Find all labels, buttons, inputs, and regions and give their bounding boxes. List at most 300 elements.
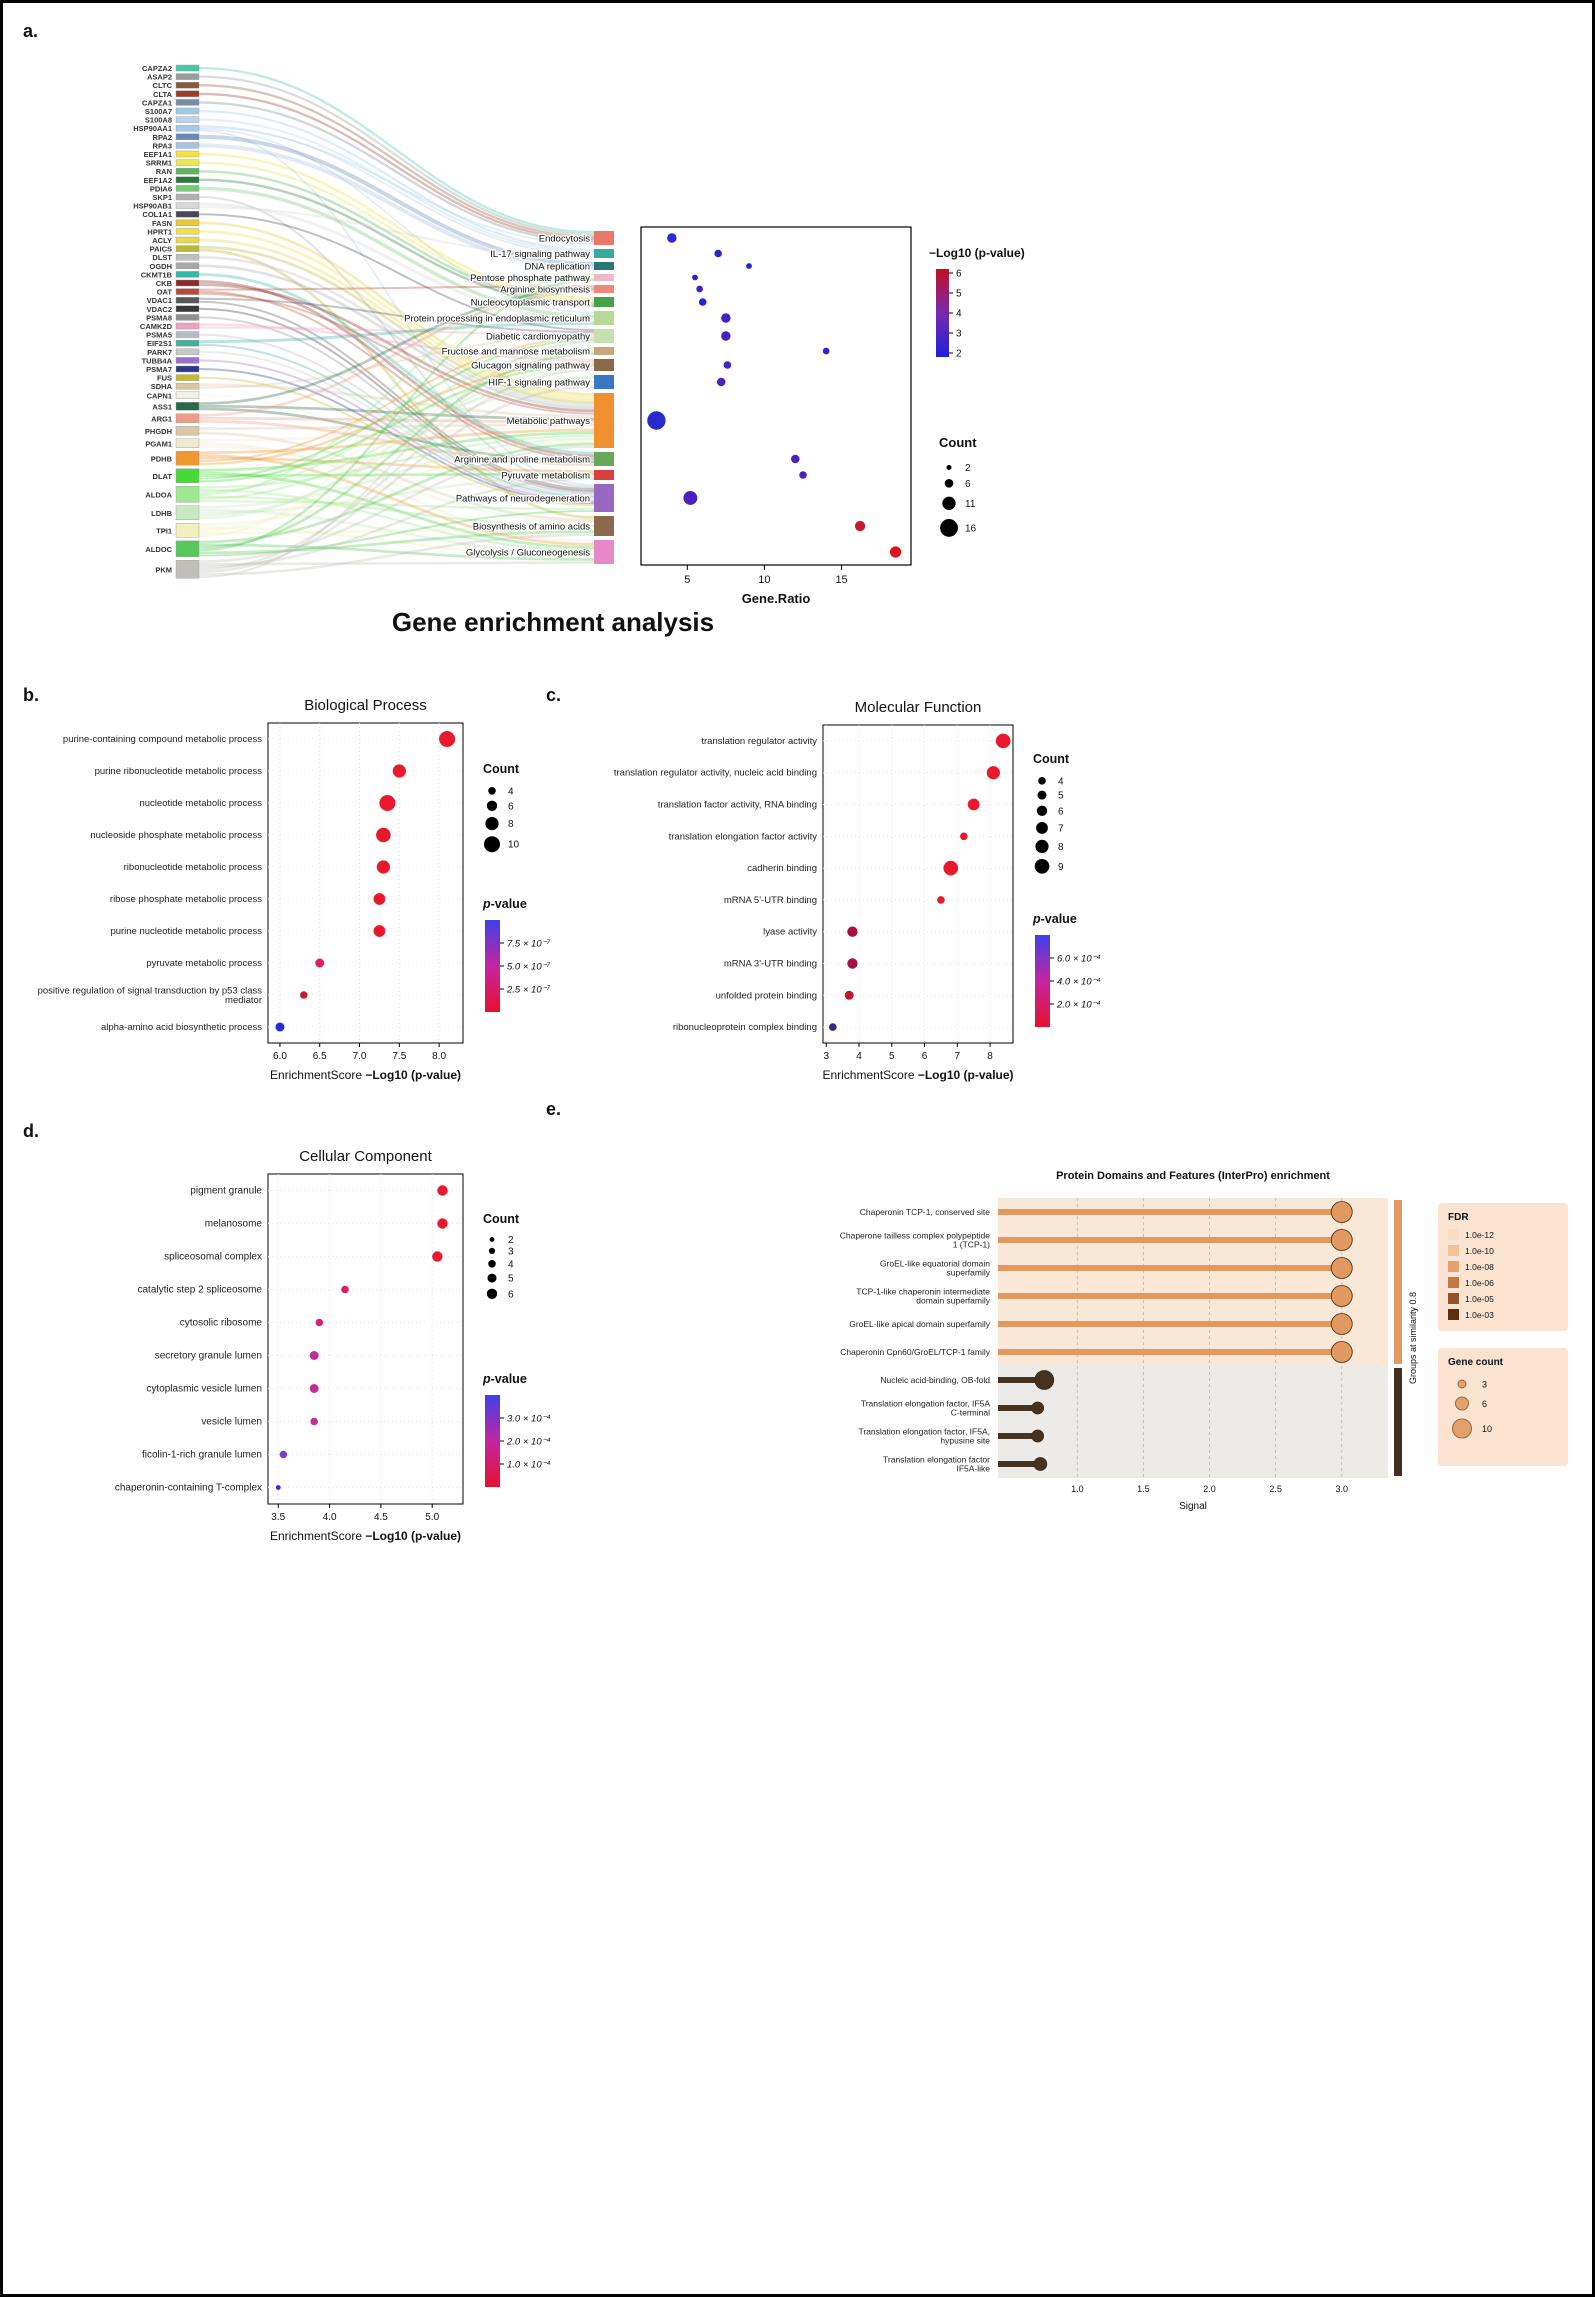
- x-tick-label: 1.0: [1071, 1484, 1084, 1494]
- x-tick-label: 3: [823, 1051, 830, 1062]
- gene-label: CAPN1: [146, 391, 172, 401]
- pvalue-tick-label: 5.0 × 10⁻⁷: [507, 961, 551, 973]
- dot: [437, 1185, 447, 1195]
- gene-node: [176, 297, 199, 303]
- x-tick-label: 6.5: [312, 1051, 327, 1062]
- genecount-label: 3: [1482, 1379, 1488, 1390]
- gene-label: SDHA: [150, 382, 172, 392]
- kegg-dotplot: [633, 225, 1063, 615]
- term-label: [840, 1231, 991, 1250]
- tspan: EnrichmentScore: [269, 1068, 366, 1082]
- tspan: p: [483, 1372, 491, 1386]
- count-legend-label: 6: [508, 801, 514, 813]
- dot: [376, 828, 391, 843]
- group-band: [998, 1198, 1388, 1366]
- count-legend-dot: [484, 836, 500, 852]
- scatter-point: [791, 455, 800, 464]
- term-label: unfolded protein binding: [715, 990, 817, 1002]
- dot: [847, 958, 857, 968]
- genecount-dot: [1453, 1419, 1472, 1438]
- count-legend-dot: [940, 519, 958, 537]
- scatter-point: [721, 331, 730, 340]
- tspan: Translation elongation factor, IF5A,: [858, 1426, 990, 1437]
- pvalue-colorbar: [1035, 935, 1050, 1027]
- genecount-dot: [1456, 1397, 1469, 1410]
- genecount-label: 6: [1482, 1399, 1488, 1409]
- fdr-swatch: [1448, 1309, 1459, 1320]
- colorbar-tick-label: 6: [956, 268, 962, 280]
- x-tick-label: 6.0: [272, 1051, 287, 1062]
- count-legend-label: 6: [965, 478, 971, 490]
- lollipop-dot: [1035, 1371, 1054, 1390]
- gene-label: PAICS: [149, 244, 172, 254]
- dot: [847, 927, 857, 937]
- gene-label: PSMA8: [146, 313, 172, 323]
- term-label: ficolin-1-rich granule lumen: [141, 1449, 262, 1461]
- gene-label: HSP90AA1: [133, 124, 172, 134]
- gene-node: [176, 439, 199, 448]
- count-legend-title: Count: [1033, 752, 1070, 766]
- dot: [316, 1319, 324, 1327]
- tspan: Translation elongation factor: [883, 1454, 990, 1465]
- panel-label-b: b.: [23, 685, 39, 705]
- pathway-label: DNA replication: [524, 261, 590, 273]
- count-legend-dot: [488, 1260, 496, 1268]
- pathway-node: [594, 452, 614, 466]
- pvalue-tick-label: 6.0 × 10⁻⁴: [1057, 953, 1101, 965]
- gene-node: [176, 168, 199, 174]
- genecount-dot: [1458, 1380, 1466, 1388]
- gene-label: CKMT1B: [140, 270, 172, 280]
- tspan: positive regulation of signal transduction by p53 class: [37, 985, 262, 997]
- x-tick-label: 2.5: [1269, 1484, 1282, 1494]
- tspan: TCP-1-like chaperonin intermediate: [856, 1286, 990, 1297]
- gene-node: [176, 469, 199, 483]
- scatter-point: [721, 313, 730, 322]
- gene-node: [176, 125, 199, 131]
- scatter-point: [714, 250, 722, 258]
- term-label: melanosome: [204, 1218, 262, 1230]
- count-legend-title: Count: [483, 1212, 520, 1226]
- gene-node: [176, 402, 199, 410]
- dot: [300, 991, 308, 999]
- term-label: cytosolic ribosome: [179, 1317, 262, 1329]
- gene-node: [176, 426, 199, 435]
- group-bar: [1394, 1200, 1402, 1364]
- pathway-label: Pentose phosphate pathway: [470, 273, 590, 284]
- dot: [432, 1251, 442, 1261]
- fdr-swatch: [1448, 1277, 1459, 1288]
- plot-frame: [268, 1174, 463, 1504]
- gene-node: [176, 340, 199, 346]
- count-legend-title: Count: [483, 762, 520, 776]
- gene-node: [176, 108, 199, 114]
- pathway-label: IL-17 signaling pathway: [490, 249, 590, 260]
- count-legend-dot: [487, 1289, 497, 1299]
- lollipop-dot: [1032, 1430, 1044, 1442]
- dot: [845, 991, 854, 1000]
- fdr-swatch: [1448, 1245, 1459, 1256]
- term-label: mRNA 5'-UTR binding: [723, 894, 817, 906]
- count-legend-dot: [945, 479, 954, 488]
- gene-label: HSP90AB1: [133, 201, 172, 211]
- tspan: GroEL-like equatorial domain: [879, 1258, 990, 1269]
- gene-node: [176, 383, 199, 389]
- term-label: Nucleic acid-binding, OB-fold: [880, 1375, 990, 1385]
- gene-node: [176, 134, 199, 140]
- dot: [960, 833, 968, 841]
- pvalue-tick-label: 2.0 × 10⁻⁴: [1057, 999, 1101, 1011]
- molecular-function-dotplot: [543, 693, 1103, 1113]
- tspan: superfamily: [946, 1267, 990, 1278]
- gene-node: [176, 375, 199, 381]
- colorbar-title: −Log10 (p-value): [929, 246, 1025, 260]
- dot: [341, 1286, 349, 1294]
- term-label: lyase activity: [763, 926, 817, 938]
- chart-title: Molecular Function: [854, 699, 982, 716]
- gene-node: [176, 280, 199, 286]
- count-legend-label: 6: [1058, 806, 1064, 818]
- gene-node: [176, 99, 199, 105]
- scatter-point: [717, 378, 726, 387]
- gene-node: [176, 237, 199, 243]
- gene-node: [176, 194, 199, 200]
- term-label: [856, 1287, 990, 1306]
- count-legend-label: 3: [508, 1246, 514, 1258]
- scatter-point: [746, 263, 752, 269]
- pvalue-colorbar: [485, 920, 500, 1012]
- pathway-node: [594, 262, 614, 270]
- dot: [310, 1384, 319, 1393]
- gene-label: EEF1A1: [143, 150, 172, 159]
- plot-frame: [641, 227, 911, 565]
- dot: [393, 764, 406, 777]
- scatter-point: [890, 546, 901, 557]
- pvalue-tick-label: 2.0 × 10⁻⁴: [507, 1436, 551, 1448]
- term-label: cytoplasmic vesicle lumen: [146, 1383, 262, 1395]
- term-label: [880, 1259, 991, 1278]
- gene-node: [176, 142, 199, 148]
- gene-label: EIF2S1: [146, 339, 172, 349]
- count-legend-label: 10: [508, 839, 520, 851]
- gene-label: DLST: [152, 253, 172, 263]
- pathway-label: Biosynthesis of amino acids: [472, 521, 590, 533]
- gene-label: TPI1: [156, 526, 172, 536]
- interpro-lollipop: [548, 1153, 1588, 1543]
- gene-label: VDAC2: [146, 304, 172, 314]
- count-legend-dot: [489, 1248, 495, 1254]
- count-legend-label: 7: [1058, 823, 1064, 835]
- lollipop-dot: [1331, 1202, 1352, 1223]
- x-tick-label: 8: [987, 1051, 993, 1062]
- count-legend-label: 5: [1058, 790, 1064, 802]
- gene-label: S100A7: [144, 107, 172, 116]
- scatter-point: [855, 521, 865, 531]
- term-label: Chaperonin Cpn60/GroEL/TCP-1 family: [840, 1347, 990, 1357]
- term-label: purine-containing compound metabolic process: [62, 734, 262, 745]
- lollipop-dot: [1032, 1402, 1044, 1414]
- pathway-label: Metabolic pathways: [506, 416, 590, 427]
- pathway-label: Fructose and mannose metabolism: [441, 346, 590, 358]
- panel-label-e: e.: [546, 1099, 562, 1119]
- count-legend-dot: [942, 497, 955, 510]
- tspan: −Log10 (p-value): [365, 1068, 462, 1082]
- gene-label: CLTA: [153, 89, 172, 99]
- gene-node: [176, 254, 199, 260]
- fdr-label: 1.0e-08: [1465, 1262, 1494, 1272]
- gene-label: PGAM1: [145, 439, 172, 449]
- pathway-node: [594, 516, 614, 536]
- panel-label-a: a.: [23, 21, 39, 41]
- gene-node: [176, 65, 199, 71]
- fdr-swatch: [1448, 1261, 1459, 1272]
- term-label: [38, 985, 263, 1006]
- lollipop-dot: [1331, 1230, 1352, 1251]
- term-label: catalytic step 2 spliceosome: [137, 1284, 262, 1296]
- pathway-label: Protein processing in endoplasmic reticulum: [404, 313, 590, 325]
- term-label: [858, 1427, 990, 1446]
- gene-label: PSMA5: [146, 330, 172, 340]
- group-axis-label: Groups at similarity 0.8: [1408, 1291, 1418, 1385]
- gene-label: RPA3: [152, 141, 172, 151]
- term-label: [883, 1455, 990, 1474]
- gene-node: [176, 203, 199, 209]
- gene-label: PSMA7: [146, 365, 172, 374]
- count-legend-label: 6: [508, 1289, 514, 1301]
- term-label: translation regulator activity, nucleic acid binding: [613, 767, 817, 779]
- gene-node: [176, 91, 199, 97]
- gene-label: HPRT1: [147, 227, 172, 237]
- dot: [315, 959, 324, 968]
- gene-node: [176, 263, 199, 269]
- pathway-node: [594, 231, 614, 245]
- gene-node: [176, 82, 199, 88]
- x-tick-label: 3.5: [271, 1512, 286, 1523]
- gene-node: [176, 289, 199, 295]
- term-label: vesicle lumen: [201, 1416, 262, 1428]
- term-label: spliceosomal complex: [164, 1251, 262, 1263]
- gene-label: RAN: [155, 167, 172, 177]
- count-legend-label: 11: [965, 498, 976, 510]
- term-label: pigment granule: [190, 1185, 262, 1197]
- lollipop-dot: [1331, 1286, 1352, 1307]
- x-tick-label: 4: [856, 1051, 862, 1062]
- term-label: ribonucleoprotein complex binding: [672, 1022, 817, 1034]
- gene-node: [176, 246, 199, 252]
- fdr-legend-title: FDR: [1448, 1212, 1469, 1223]
- colorbar-tick-label: 2: [956, 348, 962, 360]
- x-tick-label: 1.5: [1137, 1484, 1150, 1494]
- dot: [276, 1485, 281, 1490]
- gene-label: ALDOC: [145, 544, 172, 554]
- pathway-label: Pyruvate metabolism: [501, 470, 590, 482]
- x-tick-label: 5.0: [425, 1512, 440, 1523]
- pathway-node: [594, 375, 614, 389]
- gene-node: [176, 117, 199, 123]
- figure-title: Gene enrichment analysis: [391, 607, 715, 637]
- fdr-swatch: [1448, 1293, 1459, 1304]
- pvalue-tick-label: 2.5 × 10⁻⁷: [507, 984, 551, 996]
- count-legend-dot: [1035, 840, 1048, 853]
- dot: [937, 896, 945, 904]
- tspan: hypusine site: [940, 1435, 990, 1446]
- pathway-label: Glycolysis / Gluconeogenesis: [465, 547, 590, 559]
- x-axis-title: Gene.Ratio: [741, 591, 811, 606]
- gene-label: VDAC1: [146, 296, 172, 306]
- dot: [280, 1451, 288, 1459]
- tspan: Chaperone tailless complex polypeptide: [839, 1230, 990, 1241]
- biological-process-dotplot: [18, 693, 558, 1113]
- fdr-label: 1.0e-10: [1465, 1246, 1494, 1256]
- x-tick-label: 10: [758, 574, 771, 586]
- count-legend-label: 8: [1058, 841, 1064, 853]
- tspan: p: [1033, 912, 1041, 926]
- gene-node: [176, 486, 199, 502]
- tspan: domain superfamily: [916, 1295, 990, 1306]
- count-legend-label: 4: [508, 786, 514, 798]
- term-label: nucleoside phosphate metabolic process: [90, 830, 262, 841]
- term-label: ribonucleotide metabolic process: [123, 862, 262, 873]
- dot: [439, 731, 455, 747]
- tspan: IF5A-like: [956, 1463, 990, 1474]
- pathway-label: Arginine biosynthesis: [500, 284, 590, 296]
- term-label: nucleotide metabolic process: [139, 798, 262, 809]
- pathway-node: [594, 274, 614, 281]
- lollipop-dot: [1331, 1258, 1352, 1279]
- x-axis-title: Signal: [1179, 1501, 1207, 1512]
- scatter-point: [667, 233, 676, 242]
- term-label: mRNA 3'-UTR binding: [723, 958, 817, 970]
- cellular-component-dotplot: [18, 1138, 558, 1568]
- gene-node: [176, 560, 199, 578]
- chart-title: Protein Domains and Features (InterPro) enrichment: [1056, 1170, 1330, 1182]
- gene-label: ARG1: [151, 414, 172, 424]
- gene-node: [176, 392, 199, 399]
- count-legend-label: 2: [508, 1234, 514, 1246]
- tspan: -value: [490, 897, 527, 911]
- count-legend-dot: [947, 465, 952, 470]
- pathway-node: [594, 359, 614, 371]
- dot: [310, 1418, 318, 1426]
- tspan: mediator: [225, 994, 262, 1006]
- tspan: EnrichmentScore: [269, 1529, 366, 1543]
- colorbar-tick-label: 4: [956, 308, 962, 320]
- tspan: 1 (TCP-1): [952, 1239, 990, 1250]
- colorbar-tick-label: 3: [956, 328, 962, 340]
- gene-label: PKM: [155, 565, 172, 575]
- gene-node: [176, 306, 199, 312]
- panel-label-d: d.: [23, 1121, 39, 1141]
- term-label: Chaperonin TCP-1, conserved site: [859, 1207, 990, 1217]
- count-legend-title: Count: [939, 435, 977, 450]
- x-tick-label: 7: [954, 1051, 961, 1062]
- gene-label: CAPZA1: [141, 98, 172, 108]
- pathway-label: Glucagon signaling pathway: [471, 360, 590, 372]
- term-label: chaperonin-containing T-complex: [114, 1482, 262, 1494]
- gene-node: [176, 451, 199, 465]
- genecount-legend-title: Gene count: [1448, 1357, 1504, 1368]
- lollipop-dot: [1331, 1342, 1352, 1363]
- gene-label: FASN: [151, 218, 172, 228]
- gene-node: [176, 177, 199, 183]
- pvalue-legend-title: [482, 1372, 527, 1386]
- count-legend-dot: [485, 817, 498, 830]
- pathway-node: [594, 393, 614, 448]
- count-legend-dot: [488, 1274, 497, 1283]
- count-legend-dot: [1035, 859, 1050, 874]
- pvalue-tick-label: 4.0 × 10⁻⁴: [1057, 976, 1101, 988]
- term-label: [861, 1399, 990, 1418]
- genecount-label: 10: [1482, 1424, 1493, 1434]
- gene-node: [176, 323, 199, 329]
- pathway-label: Diabetic cardiomyopathy: [485, 331, 590, 343]
- pathway-node: [594, 484, 614, 512]
- pathway-label: Nucleocytoplasmic transport: [470, 297, 590, 309]
- tspan: C-terminal: [950, 1407, 990, 1418]
- chart-title: Biological Process: [304, 697, 427, 714]
- x-tick-label: 8.0: [432, 1051, 447, 1062]
- gene-label: SRRM1: [145, 158, 172, 168]
- tspan: -value: [1040, 912, 1077, 926]
- scatter-point: [683, 491, 697, 505]
- x-axis-title: [822, 1068, 1013, 1082]
- x-tick-label: 7.0: [352, 1051, 367, 1062]
- gene-label: CLTC: [152, 81, 172, 91]
- gene-label: DLAT: [152, 471, 172, 481]
- fdr-label: 1.0e-12: [1465, 1230, 1494, 1240]
- gene-label: COL1A1: [142, 210, 172, 220]
- tspan: -value: [490, 1372, 527, 1386]
- gene-node: [176, 523, 199, 537]
- count-legend-dot: [1038, 791, 1047, 800]
- fdr-label: 1.0e-05: [1465, 1294, 1494, 1304]
- gene-node: [176, 541, 199, 557]
- chart-title: Cellular Component: [299, 1148, 432, 1165]
- panel-label-c: c.: [546, 685, 562, 705]
- lollipop-dot: [1331, 1314, 1352, 1335]
- x-axis-title: [270, 1068, 461, 1082]
- gene-label: CAMK2D: [139, 322, 172, 331]
- pvalue-legend-title: [1032, 912, 1077, 926]
- gene-node: [176, 271, 199, 277]
- colorbar-tick-label: 5: [956, 288, 962, 300]
- gene-node: [176, 332, 199, 338]
- gene-label: S100A8: [144, 115, 172, 125]
- group-bar: [1394, 1368, 1402, 1476]
- dot: [996, 734, 1011, 749]
- dot: [987, 766, 1000, 779]
- dot: [377, 860, 390, 873]
- pathway-label: Pathways of neurodegeneration: [455, 493, 590, 505]
- gene-node: [176, 228, 199, 234]
- gene-label: PDIA6: [149, 184, 172, 194]
- pathway-label: Endocytosis: [538, 233, 590, 245]
- scatter-point: [823, 348, 830, 355]
- gene-label: ASS1: [152, 402, 172, 412]
- x-tick-label: 2.0: [1203, 1484, 1216, 1494]
- scatter-point: [692, 275, 698, 281]
- gene-label: FUS: [157, 373, 172, 383]
- pathway-node: [594, 540, 614, 564]
- pvalue-colorbar: [485, 1395, 500, 1487]
- dot: [379, 795, 395, 811]
- count-legend-dot: [487, 801, 497, 811]
- tspan: EnrichmentScore: [822, 1068, 918, 1082]
- fdr-label: 1.0e-03: [1465, 1310, 1494, 1320]
- x-axis-title: [270, 1529, 461, 1543]
- fdr-swatch: [1448, 1229, 1459, 1240]
- count-legend-label: 8: [508, 819, 514, 831]
